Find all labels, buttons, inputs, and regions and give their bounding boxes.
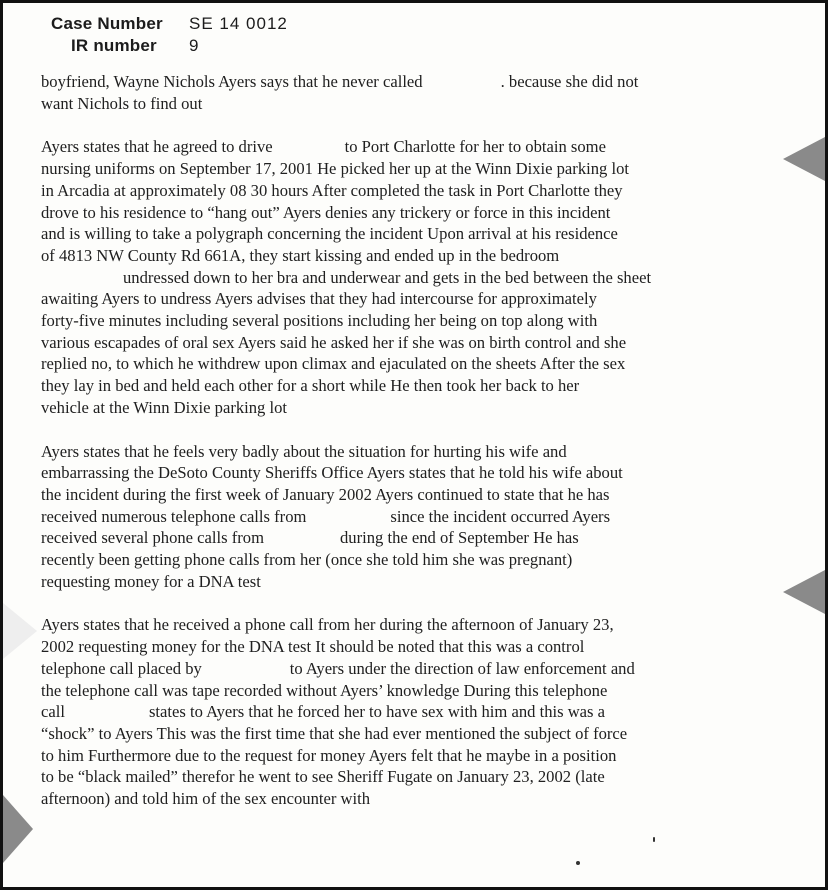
binder-notch-left-middle <box>3 603 37 659</box>
text-line: drove to his residence to “hang out” Ayers denies any trickery or force in this incident <box>41 202 611 222</box>
ir-number-row <box>51 35 288 57</box>
case-number-row <box>51 13 288 35</box>
case-number-value: SE 14 0012 <box>189 14 288 33</box>
scan-speck <box>653 837 655 842</box>
text-line: the telephone call was tape recorded without Ayers’ knowledge During this telephone <box>41 680 608 700</box>
text-line: vehicle at the Winn Dixie parking lot <box>41 397 288 417</box>
paragraph-control-call <box>41 614 811 809</box>
case-number-label: Case Number <box>51 14 163 33</box>
text-line: nursing uniforms on September 17, 2001 He picked her up at the Winn Dixie parking lot <box>41 159 629 179</box>
paragraph-boyfriend <box>41 71 811 114</box>
scan-speck <box>576 861 580 865</box>
text-line: 2002 requesting money for the DNA test It should be noted that this was a control <box>41 637 585 657</box>
text-line: recently been getting phone calls from her (once she told him she was pregnant) <box>41 550 573 570</box>
text-line: various escapades of oral sex Ayers said he asked her if she was on birth control and she <box>41 332 627 352</box>
report-header <box>51 13 288 57</box>
report-body <box>41 71 811 832</box>
text-line: “shock” to Ayers This was the first time that she had ever mentioned the subject of force <box>41 723 628 743</box>
ir-number-value: 9 <box>189 36 200 55</box>
text-line: to be “black mailed” therefor he went to see Sheriff Fugate on January 23, 2002 (late <box>41 767 605 787</box>
text-line: Ayers states that he agreed to drive to Port Charlotte for her to obtain some <box>41 137 606 157</box>
text-line: undressed down to her bra and underwear and gets in the bed between the sheet <box>123 267 652 287</box>
text-line: in Arcadia at approximately 08 30 hours After completed the task in Port Charlotte they <box>41 180 623 200</box>
text-line: the incident during the first week of January 2002 Ayers continued to state that he has <box>41 484 610 504</box>
text-line: boyfriend, Wayne Nichols Ayers says that he never called . because she did not <box>41 72 639 91</box>
paragraph-incident-account <box>41 136 811 418</box>
text-line: requesting money for a DNA test <box>41 571 261 591</box>
text-line: Ayers states that he feels very badly about the situation for hurting his wife and <box>41 441 567 461</box>
text-line: Ayers states that he received a phone call from her during the afternoon of January 23, <box>41 615 614 635</box>
ir-number-label: IR number <box>71 36 157 55</box>
binder-notch-left-bottom <box>3 795 33 863</box>
binder-notch-right-middle <box>783 570 825 614</box>
text-line: call states to Ayers that he forced her to have sex with him and this was a <box>41 702 606 722</box>
text-line: and is willing to take a polygraph concerning the incident Upon arrival at his residence <box>41 224 618 244</box>
text-line: want Nichols to find out <box>41 93 203 113</box>
text-line: embarrassing the DeSoto County Sheriffs Office Ayers states that he told his wife about <box>41 463 623 483</box>
text-line: forty-five minutes including several positions including her being on top along with <box>41 311 598 331</box>
binder-notch-right-top <box>783 137 825 181</box>
text-line: awaiting Ayers to undress Ayers advises that they had intercourse for approximately <box>41 289 597 309</box>
text-line: of 4813 NW County Rd 661A, they start kissing and ended up in the bedroom <box>41 245 560 265</box>
text-line: to him Furthermore due to the request for money Ayers felt that he maybe in a position <box>41 745 617 765</box>
text-line: received numerous telephone calls from since the incident occurred Ayers <box>41 506 611 526</box>
text-line: they lay in bed and held each other for a short while He then took her back to her <box>41 376 580 396</box>
text-line: received several phone calls from during the end of September He has <box>41 528 579 548</box>
text-line: afternoon) and told him of the sex encounter with <box>41 789 371 809</box>
text-line: replied no, to which he withdrew upon climax and ejaculated on the sheets After the sex <box>41 354 626 374</box>
paragraph-feelings-calls <box>41 441 811 593</box>
text-line: telephone call placed by to Ayers under the direction of law enforcement and <box>41 658 635 678</box>
